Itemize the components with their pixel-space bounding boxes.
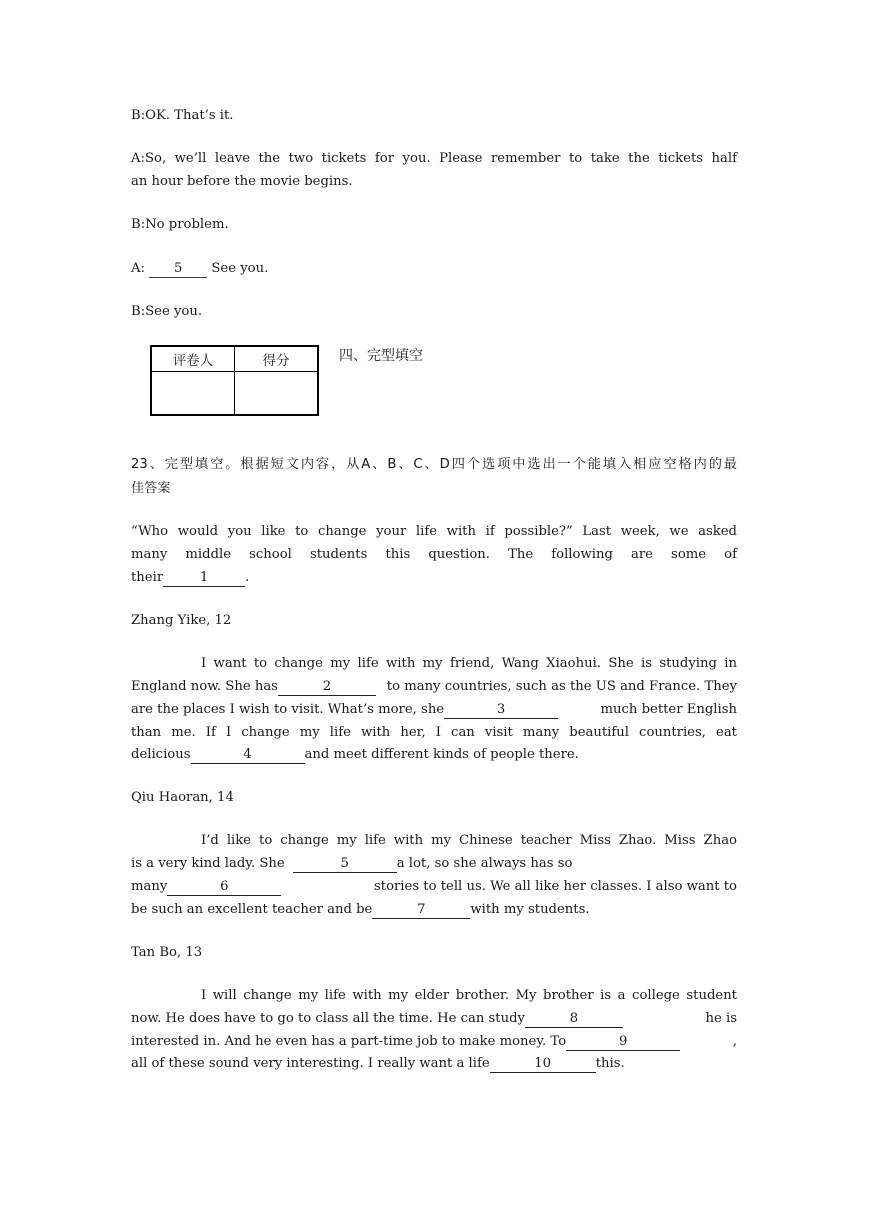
p2-line4-a: be such an excellent teacher and be	[131, 902, 373, 917]
p3-line3	[131, 1033, 737, 1051]
p1-line5-b: and meet different kinds of people there.	[304, 747, 579, 762]
p1-line2-a: England now. She has	[131, 679, 278, 694]
answer-blank-7[interactable]: 7	[372, 902, 470, 919]
p1-line4-wrap	[131, 724, 737, 747]
p1-line2	[131, 678, 737, 696]
dialogue-a2-prefix: A:	[131, 261, 150, 276]
p1-paragraph	[131, 655, 737, 678]
p3-line3-a: interested in. And he even has a part-time job to make money. To	[131, 1034, 567, 1049]
score-table-grader-cell	[151, 372, 235, 416]
p2-line2-a: is a very kind lady. She	[131, 856, 285, 871]
p1-line3-a: are the places I wish to visit. What’s more, she	[131, 702, 445, 717]
intro-line1: “Who would you like to change your life with if possible?” Last week, we asked	[131, 524, 737, 539]
score-table-score-cell	[235, 372, 319, 416]
p3-name: Tan Bo, 13	[131, 945, 203, 960]
answer-blank-8[interactable]: 8	[525, 1011, 623, 1028]
p2-line1: I’d like to change my life with my Chinese teacher Miss Zhao. Miss Zhao	[201, 833, 737, 848]
dialogue-a1	[131, 150, 737, 173]
answer-blank-6[interactable]: 6	[167, 879, 281, 896]
dialogue-a1-line2: an hour before the movie begins.	[131, 174, 353, 189]
p3-line3-b: ,	[732, 1034, 737, 1049]
intro-line3-suffix: .	[245, 570, 250, 585]
p2-name: Qiu Haoran, 14	[131, 790, 234, 805]
p3-line1: I will change my life with my elder brother. My brother is a college student	[201, 988, 737, 1003]
p1-line3	[131, 701, 737, 719]
intro-line3	[131, 569, 249, 587]
p3-line2-a: now. He does have to go to class all the time. He can study	[131, 1011, 525, 1026]
p1-name: Zhang Yike, 12	[131, 613, 232, 628]
p3-line4	[131, 1055, 625, 1073]
score-table-grader-label: 评卷人	[151, 346, 235, 372]
answer-blank-1[interactable]: 1	[163, 570, 245, 587]
answer-blank-4[interactable]: 4	[191, 747, 305, 764]
question-stem	[131, 456, 737, 479]
section-title: 四、完型填空	[339, 348, 423, 364]
dialogue-b3: B:See you.	[131, 304, 203, 319]
p2-line3-b: stories to tell us. We all like her classes. I also want to	[374, 879, 737, 894]
p2-line3-a: many	[131, 879, 168, 894]
p1-line3-b: much better English	[600, 702, 737, 717]
p3-line2-b: he is	[705, 1011, 737, 1026]
answer-blank-5b[interactable]: 5	[293, 856, 397, 873]
p1-line4: than me. If I change my life with her, I can visit many beautiful countries, eat	[131, 725, 737, 740]
dialogue-b1: B:OK. That’s it.	[131, 108, 234, 123]
dialogue-a2-suffix: See you.	[207, 261, 269, 276]
p3-line4-a: all of these sound very interesting. I really want a life	[131, 1056, 490, 1071]
answer-blank-5[interactable]: 5	[149, 261, 207, 278]
question-line2: 佳答案	[131, 481, 171, 496]
p2-line4-b: with my students.	[470, 902, 590, 917]
score-table-score-label: 得分	[235, 346, 319, 372]
dialogue-b2: B:No problem.	[131, 217, 229, 232]
dialogue-a2	[131, 260, 268, 278]
answer-blank-2[interactable]: 2	[278, 679, 376, 696]
answer-blank-10[interactable]: 10	[490, 1056, 596, 1073]
p1-line1: I want to change my life with my friend, Wang Xiaohui. She is studying in	[201, 656, 737, 671]
question-line1: 23、完型填空。根据短文内容，从A、B、C、D四个选项中选出一个能填入相应空格内的最	[131, 457, 737, 472]
p2-line2	[131, 855, 572, 873]
dialogue-a1-line1: A:So, we’ll leave the two tickets for you. Please remember to take the tickets half	[131, 151, 737, 166]
p1-line5	[131, 746, 579, 764]
answer-blank-3[interactable]: 3	[444, 702, 558, 719]
p2-line2-b: a lot, so she always has so	[396, 856, 573, 871]
p1-line2-b: to many countries, such as the US and France. They	[386, 679, 737, 694]
p3-paragraph	[131, 987, 737, 1010]
p3-line2	[131, 1010, 737, 1028]
score-table	[150, 345, 319, 416]
p2-paragraph	[131, 832, 737, 855]
intro-paragraph	[131, 523, 737, 569]
p1-line5-a: delicious	[131, 747, 191, 762]
p3-line4-b: this.	[595, 1056, 625, 1071]
answer-blank-9[interactable]: 9	[566, 1034, 680, 1051]
p2-line3	[131, 878, 737, 896]
intro-line2: many middle school students this question. The following are some of	[131, 547, 737, 562]
intro-line3-prefix: their	[131, 570, 164, 585]
p2-line4	[131, 901, 590, 919]
